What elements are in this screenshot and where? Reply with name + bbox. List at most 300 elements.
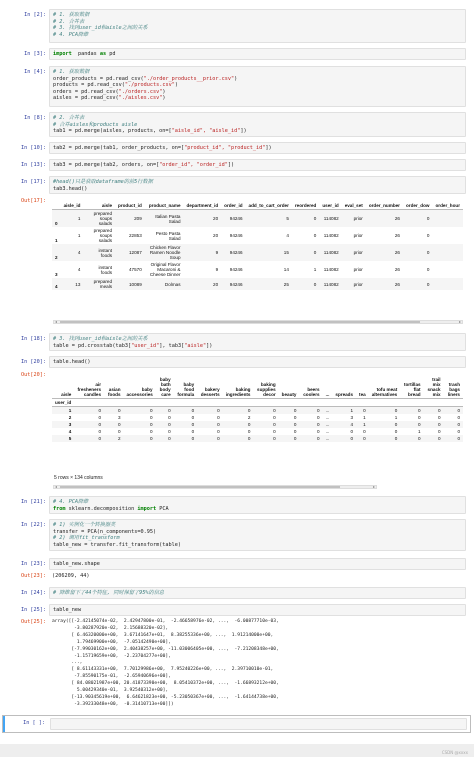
table-cell: ... (325, 429, 330, 434)
row-index: 1 (55, 238, 58, 243)
code-line (53, 89, 462, 96)
table-cell: 0 (149, 429, 153, 434)
table-cell: 0 (149, 415, 153, 420)
column-header: trail mix snack mix (427, 377, 441, 397)
column-header: ... (325, 392, 330, 397)
row-index: 4 (55, 284, 58, 289)
row-index: 3 (55, 272, 58, 277)
table-cell: instant foods (98, 264, 113, 275)
code-token: products = pd.read_csv( (53, 82, 125, 89)
cell-prompt: In [2]: (24, 12, 46, 18)
empty-header (124, 399, 156, 407)
code-editor[interactable] (49, 587, 466, 599)
code-editor[interactable] (49, 142, 466, 154)
table-cell: 114082 (323, 250, 339, 255)
empty-header (299, 399, 322, 407)
code-token: "./products.csv" (124, 82, 175, 89)
code-token: PCA (156, 505, 169, 512)
empty-header (369, 399, 401, 407)
code-token: tab1 = pd.merge(aisles, products, on=[ (53, 128, 172, 135)
table-cell: prepared soups salads (93, 211, 113, 226)
table-cell: prior (353, 267, 363, 272)
table-cell: 0 (247, 436, 251, 441)
table-cell: 0 (317, 408, 320, 413)
table-cell: 26 (394, 281, 400, 287)
table-cell: 0 (317, 436, 320, 441)
code-token: "./order_products__prior.csv" (143, 75, 235, 82)
cell-prompt: In [23]: (21, 561, 46, 567)
table-cell: 0 (438, 429, 441, 434)
code-token: ]) (206, 342, 213, 349)
table-cell: 3 (117, 415, 121, 420)
output-cell (2, 370, 469, 494)
cell-prompt: In [21]: (21, 499, 46, 505)
table-cell: ... (325, 436, 330, 441)
table-cell: 0 (168, 429, 171, 434)
row-index: 0 (55, 221, 58, 226)
row-index: 5 (68, 436, 72, 441)
empty-header (174, 399, 198, 407)
code-token: import (137, 505, 157, 512)
table-cell: 0 (217, 408, 220, 413)
table-cell: 1 (350, 408, 354, 413)
output-prompt: Out[25]: (21, 619, 46, 625)
code-token: # 1. 获取数据 (53, 12, 90, 18)
scrollbar-thumb[interactable] (60, 321, 420, 323)
table-cell: 0 (191, 408, 195, 413)
column-header: product_name (148, 203, 181, 208)
code-line (53, 51, 462, 58)
table-cell (432, 261, 463, 278)
table-cell (432, 227, 463, 244)
table-cell: 0 (191, 429, 195, 434)
code-line (53, 506, 462, 513)
output-prompt: Out[20]: (21, 372, 46, 378)
column-header: order_number (368, 203, 400, 208)
column-header: beers coolers (303, 387, 320, 397)
array-line: -1.15719659e+00, -2.23704277e+00], (52, 653, 171, 659)
table-cell: 0 (457, 436, 460, 441)
table-cell: 3 (350, 415, 354, 420)
table-cell: 1 (363, 415, 366, 420)
horizontal-scrollbar[interactable] (53, 320, 463, 324)
table-cell: 0 (394, 436, 398, 441)
table-row (52, 278, 463, 290)
code-line (53, 499, 462, 506)
code-token: # 2. 合并表 (53, 18, 85, 25)
table-cell: 14 (283, 267, 289, 272)
column-header: add_to_cart_order (248, 203, 289, 208)
code-token: "user_id" (131, 342, 160, 349)
table-row (52, 210, 463, 228)
output-cell (2, 571, 469, 581)
code-cell[interactable] (2, 558, 469, 570)
code-token: "./orders.csv" (118, 88, 163, 95)
table-cell: 20 (213, 216, 219, 221)
empty-header (223, 399, 254, 407)
horizontal-scrollbar[interactable] (53, 485, 377, 489)
table-cell: 114082 (323, 216, 339, 221)
table-row (52, 407, 463, 415)
code-cell[interactable] (2, 587, 469, 599)
table-cell: 25 (283, 281, 289, 287)
table-cell: 0 (273, 408, 276, 413)
scroll-right-icon[interactable]: ▸ (372, 484, 375, 489)
table-cell: 1 (418, 429, 421, 434)
table-cell: 0 (98, 436, 102, 441)
table-cell: 0 (168, 436, 171, 441)
table-cell: 209 (134, 216, 142, 221)
table-cell: 13 (75, 281, 81, 287)
column-header: asian foods (108, 387, 121, 397)
table-cell: 12087 (128, 250, 142, 255)
table-cell: 0 (418, 436, 421, 441)
code-token: "product_id", "product_id" (184, 145, 266, 151)
code-editor[interactable] (49, 9, 466, 43)
column-header: tea (359, 392, 366, 397)
code-line (53, 32, 462, 39)
table-cell: 0 (217, 422, 220, 427)
column-header: order_id (224, 203, 243, 208)
shape-output (49, 571, 466, 582)
code-token: ]) (227, 162, 235, 168)
column-header: order_hour (435, 203, 460, 208)
code-cell[interactable] (2, 333, 469, 351)
code-cell[interactable] (2, 496, 469, 514)
code-cell[interactable] (2, 142, 469, 154)
code-cell[interactable] (2, 519, 469, 551)
table-cell: 0 (273, 436, 276, 441)
table-cell: Original Flavor Macaroni & Cheese Dinner (149, 262, 181, 277)
code-token: "aisle_id", "aisle_id" (171, 128, 241, 135)
table-cell: 0 (273, 429, 276, 434)
table-cell: 0 (217, 429, 220, 434)
code-token: "order_id", "order_id" (159, 162, 228, 168)
table-cell: 0 (149, 422, 153, 427)
code-token: ) (162, 95, 166, 102)
table-cell: 0 (168, 408, 171, 413)
code-editor[interactable] (50, 718, 467, 730)
empty-header (74, 399, 104, 407)
code-editor[interactable] (49, 519, 466, 551)
empty-header (356, 399, 369, 407)
output-text: (206209, 44) (52, 573, 90, 579)
code-cell[interactable] (2, 176, 469, 194)
code-token: aisles = pd.read_csv( (53, 95, 119, 102)
table-cell: 0 (363, 436, 366, 441)
table-cell: 5 (286, 216, 289, 221)
code-token: table_new (53, 607, 82, 613)
table-cell: 94246 (229, 281, 243, 287)
table-cell: 0 (394, 429, 398, 434)
row-index: 2 (68, 415, 72, 420)
code-cell[interactable] (2, 9, 469, 43)
empty-header (323, 399, 333, 407)
code-line (53, 122, 462, 129)
code-editor[interactable] (49, 558, 466, 570)
code-token: sklearn.decomposition (65, 505, 138, 512)
column-axis-label: aisle (61, 392, 72, 397)
table-cell: prior (353, 281, 363, 287)
table-cell: 0 (98, 422, 102, 427)
column-header: reordered (294, 203, 317, 208)
table-cell: 9 (215, 267, 219, 272)
table-cell: prior (353, 216, 363, 221)
table-cell: 1 (313, 267, 317, 272)
table-cell: 0 (457, 408, 460, 413)
code-editor[interactable] (49, 112, 466, 137)
code-token: ) (162, 88, 166, 95)
code-line (53, 542, 462, 549)
table-cell: 0 (313, 250, 317, 255)
table-cell: 0 (418, 408, 421, 413)
code-token: # 4. PCA降维 (53, 499, 89, 505)
code-token: table_new.shape (53, 561, 100, 567)
selected-cell[interactable] (2, 715, 471, 733)
table-cell: 1 (394, 415, 398, 420)
cell-prompt: In [13]: (21, 162, 46, 168)
scroll-left-icon[interactable]: ◂ (55, 319, 58, 324)
array-line: 5.00429340e-01, 3.92540312e+00], (52, 688, 169, 694)
cell-prompt: In [ ]: (23, 720, 45, 726)
table-cell: 0 (293, 408, 297, 413)
code-editor[interactable] (49, 176, 466, 194)
table-cell: 0 (191, 436, 195, 441)
table-cell: 1 (77, 216, 81, 221)
empty-header (424, 399, 444, 407)
column-header: user_id (322, 203, 339, 208)
cell-prompt: In [20]: (21, 359, 46, 365)
output-prompt: Out[17]: (21, 198, 46, 204)
output-prompt: Out[23]: (21, 573, 46, 579)
empty-header (197, 399, 222, 407)
code-line (53, 343, 462, 350)
code-line (53, 82, 462, 89)
code-editor[interactable] (49, 604, 466, 616)
table-cell: 0 (317, 429, 320, 434)
code-token: pd (106, 51, 116, 57)
column-header: tortillas flat bread (403, 382, 421, 397)
table-cell: 114082 (323, 281, 339, 287)
empty-header (332, 399, 356, 407)
column-header: product_id (118, 203, 142, 208)
cell-prompt: In [4]: (24, 69, 46, 75)
code-editor[interactable] (49, 48, 466, 60)
table-cell: 0 (457, 422, 460, 427)
table-cell: 26 (394, 216, 400, 221)
code-editor[interactable] (49, 356, 466, 368)
table-cell: 0 (426, 267, 430, 272)
table-cell: 0 (117, 408, 121, 413)
table-cell (432, 244, 463, 261)
code-token: ], tab3[ (159, 342, 185, 349)
empty-header (156, 399, 174, 407)
table-cell: 0 (418, 415, 421, 420)
table-cell: 0 (217, 415, 220, 420)
table-row (52, 261, 463, 278)
array-line: array([[-2.42145074e-02, 2.42947800e-01, -2.46658976e-02, ..., -6.00877710e-03, (52, 619, 279, 624)
code-cell[interactable] (2, 48, 469, 60)
code-token: orders = pd.read_csv( (53, 88, 119, 95)
empty-header (104, 399, 124, 407)
code-cell[interactable] (2, 159, 469, 171)
table-cell: 0 (438, 422, 441, 427)
table-cell: 4 (77, 250, 81, 255)
table-cell: 15 (283, 250, 289, 255)
code-line (53, 179, 462, 186)
table-cell (432, 210, 463, 228)
table-cell: 0 (426, 216, 430, 221)
watermark: CSDN @xxxx (441, 750, 468, 755)
table-cell: 0 (313, 216, 317, 221)
code-editor[interactable] (49, 159, 466, 171)
code-cell[interactable] (2, 604, 469, 616)
table-cell: 4 (350, 422, 354, 427)
row-index: 4 (68, 429, 72, 434)
output-cell (2, 196, 469, 326)
code-token: # 2) 调用fit_transform (53, 535, 120, 542)
code-editor[interactable] (49, 333, 466, 351)
table-row (52, 414, 463, 421)
table-cell: 10089 (128, 281, 142, 287)
code-cell[interactable] (2, 356, 469, 368)
table-cell: 0 (273, 422, 276, 427)
array-line: [-13.90345619e+00, 6.64621823e+00, -5.23050367e+00, ..., -1.64144738e+00, (52, 694, 279, 700)
table-cell: 0 (394, 422, 398, 427)
table-cell: ... (325, 422, 330, 427)
array-output (49, 617, 466, 711)
table-row (52, 435, 463, 442)
table-cell: 94246 (229, 233, 243, 238)
column-header: trash bags liners (447, 382, 460, 397)
code-line (53, 76, 462, 83)
column-header: baby accessories (126, 387, 153, 397)
table-cell: prior (353, 233, 363, 238)
column-header: department_id (186, 203, 219, 208)
table-cell: 0 (363, 429, 366, 434)
code-token: ]) (265, 145, 272, 151)
table-cell: prepared soups salads (93, 228, 113, 243)
column-header: air fresheners candles (77, 382, 102, 397)
column-header: baby bath body care (159, 377, 171, 397)
cell-prompt: In [8]: (24, 115, 46, 121)
cell-prompt: In [17]: (21, 179, 46, 185)
table-cell: 0 (247, 422, 251, 427)
code-token: ) (234, 75, 238, 82)
row-index: 1 (68, 408, 72, 413)
table-cell: 4 (77, 267, 81, 272)
row-index: 2 (55, 255, 58, 260)
code-line (53, 535, 462, 542)
table-cell: 0 (438, 415, 441, 420)
scrollbar-thumb[interactable] (60, 486, 340, 488)
code-cell[interactable] (2, 112, 469, 137)
table-cell (432, 278, 463, 290)
table-cell: 0 (98, 429, 102, 434)
table-cell: 0 (317, 415, 320, 420)
column-header: tofu meat alternatives (371, 387, 398, 397)
table-cell: 0 (191, 415, 195, 420)
column-header: baby food formula (177, 382, 195, 397)
table-cell: 1 (77, 233, 81, 238)
code-token: order_products = pd.read_csv( (53, 75, 144, 82)
table-cell: 0 (293, 422, 297, 427)
empty-header (253, 399, 278, 407)
code-line (53, 12, 462, 19)
table-cell: 0 (426, 281, 430, 287)
code-token: transfer = PCA(n_components=0.95) (53, 528, 157, 535)
empty-header (444, 399, 463, 407)
table-cell: 0 (418, 422, 421, 427)
code-token: # 3. 找到user_id和aisle之间的关系 (53, 25, 148, 32)
code-line (53, 561, 462, 568)
table-cell: 94246 (229, 267, 243, 272)
code-token: table.head() (53, 359, 91, 365)
table-row (52, 244, 463, 261)
cell-prompt: In [18]: (21, 336, 46, 342)
table-cell: ... (325, 415, 330, 420)
code-token: "aisle" (184, 342, 207, 349)
table-cell: 0 (313, 233, 317, 238)
table-cell: 2 (117, 436, 121, 441)
empty-header (279, 399, 300, 407)
table-row (52, 421, 463, 428)
code-editor[interactable] (49, 496, 466, 514)
scroll-left-icon[interactable]: ◂ (55, 484, 58, 489)
scroll-right-icon[interactable]: ▸ (458, 319, 461, 324)
column-header: spreads (335, 392, 354, 397)
code-cell[interactable] (2, 66, 469, 107)
table-cell: prior (353, 250, 363, 255)
table-cell: 0 (457, 415, 460, 420)
code-token: ]) (240, 128, 247, 135)
code-line (53, 95, 462, 102)
table-cell: 0 (293, 429, 297, 434)
table-cell: ... (325, 408, 330, 413)
code-line (53, 607, 462, 614)
cell-prompt: In [10]: (21, 145, 46, 151)
column-header: eval_set (344, 203, 363, 208)
column-header (52, 202, 61, 210)
column-header: beauty (281, 392, 297, 397)
code-line (53, 145, 462, 152)
array-line: [ 8.61143331e+00, 7.70129986e+00, 7.95240226e+00, ..., 2.39710010e-01, (52, 667, 274, 673)
code-token: from (53, 505, 66, 512)
table-cell: 94246 (229, 250, 243, 255)
table-cell: 20 (213, 233, 219, 238)
code-line (53, 115, 462, 122)
code-token: #head()只是获取dataframe的前5行数据 (53, 179, 153, 185)
code-line (53, 590, 462, 597)
code-token: # 4. PCA降维 (53, 31, 89, 38)
table-cell: 0 (293, 436, 297, 441)
table-cell: prepared meals (93, 279, 113, 289)
table-cell: 0 (363, 408, 366, 413)
table-cell: Chicken Flavor Ramen Noodle Soup (149, 245, 181, 260)
table-cell: 0 (438, 408, 441, 413)
table-cell: 114082 (323, 233, 339, 238)
table-cell: 2 (247, 415, 251, 420)
table-cell: 0 (273, 415, 276, 420)
table-cell: Dolmas (164, 281, 181, 287)
code-line (53, 162, 462, 169)
table-cell: 26 (394, 233, 400, 238)
table-cell: 0 (168, 422, 171, 427)
dataframe-output (49, 200, 466, 322)
table-cell: 0 (247, 429, 251, 434)
code-editor[interactable] (49, 66, 466, 107)
column-header: baking supplies decor (257, 382, 276, 397)
